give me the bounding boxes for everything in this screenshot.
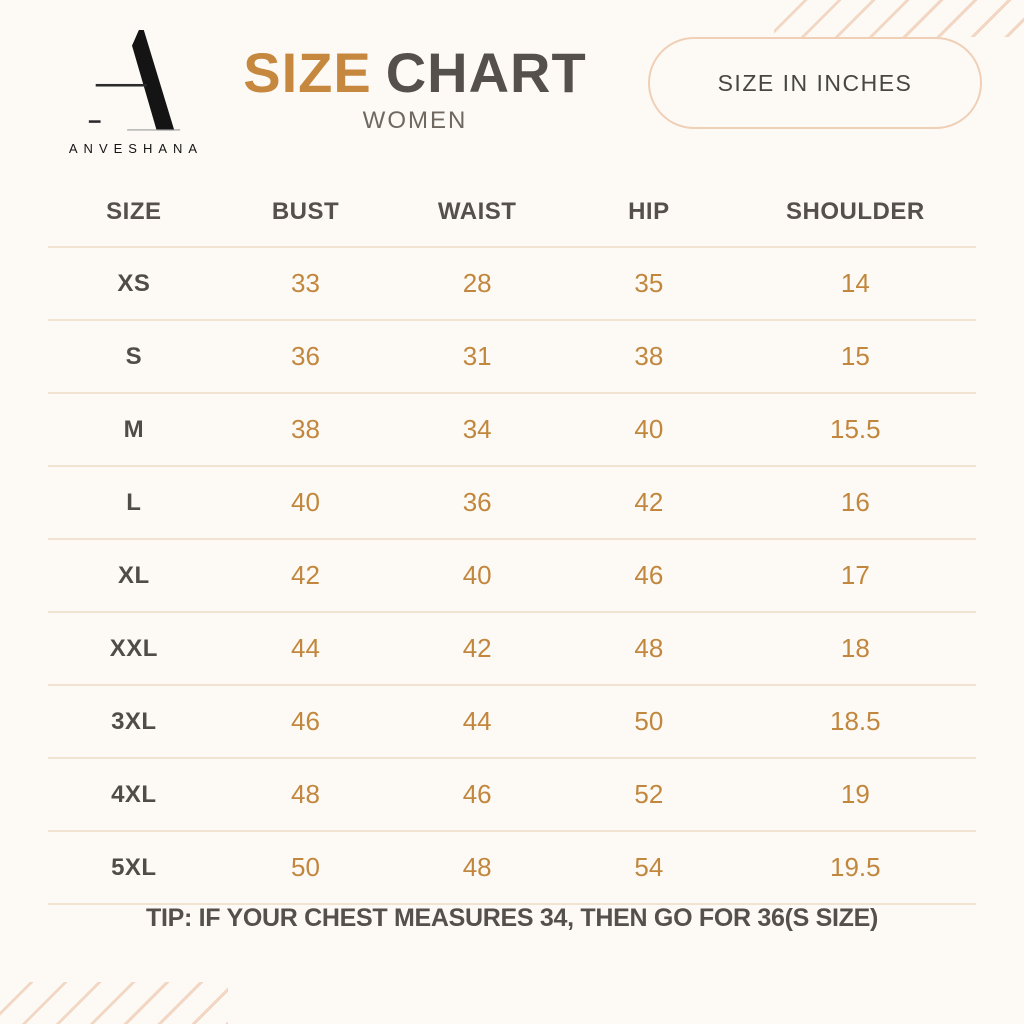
brand-logo xyxy=(58,28,208,156)
shoulder-cell: 19.5 xyxy=(830,852,881,882)
waist-cell: 48 xyxy=(462,852,492,882)
hip-cell: 54 xyxy=(634,852,664,882)
column-header-size: SIZE xyxy=(106,198,162,225)
size-cell: S xyxy=(125,342,143,370)
shoulder-cell: 18.5 xyxy=(830,706,881,736)
size-cell: L xyxy=(126,488,142,516)
waist-cell: 34 xyxy=(462,414,492,444)
waist-cell: 40 xyxy=(462,560,492,590)
bust-cell: 44 xyxy=(291,633,320,663)
size-cell: XXL xyxy=(109,634,158,662)
shoulder-cell: 17 xyxy=(840,560,870,590)
title-rest: CHART xyxy=(385,41,587,104)
waist-cell: 44 xyxy=(462,706,492,736)
shoulder-cell: 15 xyxy=(840,341,870,371)
bust-cell: 42 xyxy=(291,560,320,590)
column-header-hip: HIP xyxy=(628,198,670,225)
hip-cell: 42 xyxy=(634,487,664,517)
tip-text: TIP: IF YOUR CHEST MEASURES 34, THEN GO FOR 36(S SIZE) xyxy=(145,904,879,932)
title-accent: SIZE xyxy=(243,41,372,104)
bust-cell: 48 xyxy=(291,779,320,809)
hip-cell: 40 xyxy=(634,414,664,444)
bust-cell: 50 xyxy=(291,852,320,882)
table-row-xl xyxy=(48,538,976,611)
size-cell: M xyxy=(123,415,145,443)
diagonal-stripes-bottom-left xyxy=(0,982,228,1024)
shoulder-cell: 14 xyxy=(840,268,870,298)
page-title xyxy=(192,42,638,104)
table-row-3xl xyxy=(48,684,976,757)
size-cell: XL xyxy=(118,561,150,589)
table-row-5xl xyxy=(48,830,976,903)
size-table xyxy=(48,178,976,905)
diagonal-stripes-top-right xyxy=(774,0,1024,37)
table-row-xs xyxy=(48,246,976,319)
waist-cell: 28 xyxy=(462,268,492,298)
size-cell: 4XL xyxy=(111,780,157,808)
units-badge xyxy=(648,37,982,129)
table-row-4xl xyxy=(48,757,976,830)
hip-cell: 52 xyxy=(634,779,664,809)
bust-cell: 46 xyxy=(291,706,320,736)
size-cell: 5XL xyxy=(111,853,157,881)
waist-cell: 36 xyxy=(462,487,492,517)
hip-cell: 48 xyxy=(634,633,664,663)
shoulder-cell: 18 xyxy=(840,633,870,663)
table-row-xxl xyxy=(48,611,976,684)
bust-cell: 40 xyxy=(291,487,320,517)
bust-cell: 33 xyxy=(291,268,320,298)
column-header-shoulder: SHOULDER xyxy=(785,198,925,225)
size-cell: XS xyxy=(117,269,151,297)
table-header-row xyxy=(48,178,976,246)
shoulder-cell: 15.5 xyxy=(830,414,881,444)
brand-name: ANVESHANA xyxy=(68,141,204,156)
page-title-block xyxy=(192,42,638,135)
waist-cell: 31 xyxy=(462,341,492,371)
table-row-s xyxy=(48,319,976,392)
hip-cell: 38 xyxy=(634,341,664,371)
units-badge-label: SIZE IN INCHES xyxy=(717,69,913,96)
hip-cell: 35 xyxy=(634,268,664,298)
shoulder-cell: 16 xyxy=(840,487,870,517)
bust-cell: 38 xyxy=(291,414,320,444)
column-header-bust: BUST xyxy=(271,198,340,225)
hip-cell: 50 xyxy=(634,706,664,736)
table-row-l xyxy=(48,465,976,538)
title-subtitle: WOMEN xyxy=(362,106,468,134)
table-row-m xyxy=(48,392,976,465)
shoulder-cell: 19 xyxy=(840,779,870,809)
size-cell: 3XL xyxy=(111,707,157,735)
waist-cell: 46 xyxy=(462,779,492,809)
anveshana-logo-icon xyxy=(83,28,183,136)
column-header-waist: WAIST xyxy=(437,198,517,225)
hip-cell: 46 xyxy=(634,560,664,590)
bust-cell: 36 xyxy=(291,341,320,371)
waist-cell: 42 xyxy=(462,633,492,663)
